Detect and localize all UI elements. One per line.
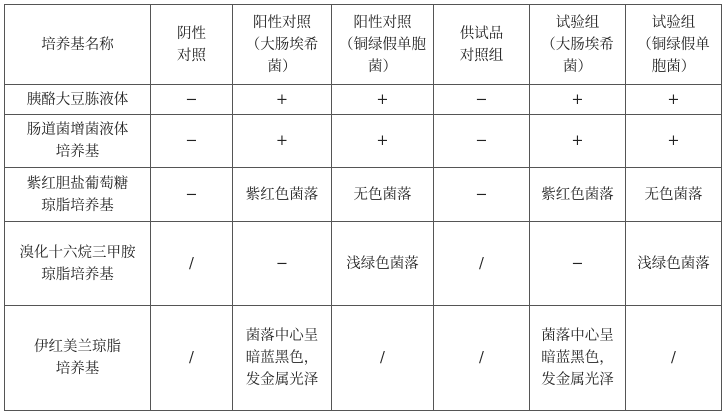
table-cell: 浅绿色菌落: [332, 222, 434, 306]
cell-medium-name: 溴化十六烷三甲胺 琼脂培养基: [5, 222, 151, 306]
table-cell: 无色菌落: [332, 168, 434, 222]
table-cell: 菌落中心呈 暗蓝黑色， 发金属光泽: [233, 306, 332, 411]
table-cell: /: [434, 222, 530, 306]
table-cell: 紫红色菌落: [530, 168, 626, 222]
table-cell: +: [233, 115, 332, 168]
table-cell: −: [233, 222, 332, 306]
table-cell: 菌落中心呈 暗蓝黑色， 发金属光泽: [530, 306, 626, 411]
table-row: [5, 222, 722, 306]
culture-media-table-container: [4, 4, 722, 411]
table-cell: /: [626, 306, 722, 411]
table-cell: /: [151, 222, 233, 306]
table-cell: −: [151, 168, 233, 222]
table-cell: +: [530, 85, 626, 115]
table-cell: /: [151, 306, 233, 411]
table-cell: +: [332, 115, 434, 168]
table-cell: −: [434, 115, 530, 168]
cell-medium-name: 肠道菌增菌液体 培养基: [5, 115, 151, 168]
header-negative-control: 阴性 对照: [151, 5, 233, 85]
table-row: [5, 85, 722, 115]
table-cell: +: [530, 115, 626, 168]
header-medium-name: 培养基名称: [5, 5, 151, 85]
culture-media-table: [4, 4, 722, 411]
header-test-ecoli: 试验组 （大肠埃希 菌）: [530, 5, 626, 85]
table-cell: 紫红色菌落: [233, 168, 332, 222]
header-sample-control: 供试品 对照组: [434, 5, 530, 85]
cell-medium-name: 胰酪大豆胨液体: [5, 85, 151, 115]
table-cell: +: [233, 85, 332, 115]
table-header-row: [5, 5, 722, 85]
table-cell: −: [151, 115, 233, 168]
header-positive-control-pseudomonas: 阳性对照 （铜绿假单胞 菌）: [332, 5, 434, 85]
table-cell: −: [151, 85, 233, 115]
table-cell: −: [434, 168, 530, 222]
header-positive-control-ecoli: 阳性对照 （大肠埃希 菌）: [233, 5, 332, 85]
table-cell: /: [434, 306, 530, 411]
table-cell: −: [530, 222, 626, 306]
header-test-pseudomonas: 试验组 （铜绿假单 胞菌）: [626, 5, 722, 85]
table-row: [5, 115, 722, 168]
cell-medium-name: 紫红胆盐葡萄糖 琼脂培养基: [5, 168, 151, 222]
table-cell: −: [434, 85, 530, 115]
table-cell: +: [332, 85, 434, 115]
table-cell: +: [626, 115, 722, 168]
table-row: [5, 168, 722, 222]
table-cell: 无色菌落: [626, 168, 722, 222]
table-row: [5, 306, 722, 411]
table-cell: /: [332, 306, 434, 411]
table-cell: 浅绿色菌落: [626, 222, 722, 306]
table-cell: +: [626, 85, 722, 115]
cell-medium-name: 伊红美兰琼脂 培养基: [5, 306, 151, 411]
